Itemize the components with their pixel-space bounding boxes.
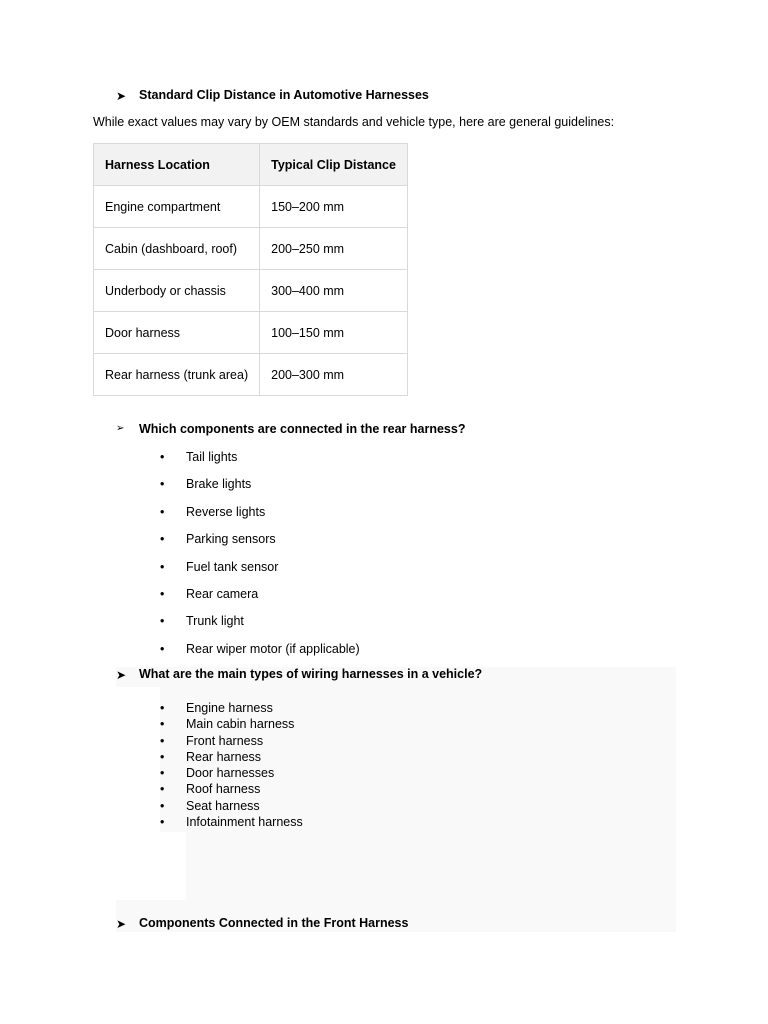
table-row bbox=[94, 186, 408, 228]
column-header: Typical Clip Distance bbox=[260, 144, 408, 186]
table-row bbox=[94, 312, 408, 354]
list-item: • Rear harness bbox=[160, 749, 303, 765]
list-item: • Tail lights bbox=[160, 449, 360, 476]
table-cell: 300–400 mm bbox=[260, 270, 408, 312]
list-item: • Reverse lights bbox=[160, 504, 360, 531]
column-header: Harness Location bbox=[94, 144, 260, 186]
arrowhead-bullet-icon: ➤ bbox=[116, 917, 127, 931]
section-heading-rear-harness: Which components are connected in the rear harness? bbox=[139, 422, 466, 436]
clip-distance-table bbox=[93, 143, 408, 396]
table-row bbox=[94, 354, 408, 396]
intro-paragraph: While exact values may vary by OEM standards and vehicle type, here are general guidelines: bbox=[93, 115, 615, 129]
table-cell: Cabin (dashboard, roof) bbox=[94, 228, 260, 270]
list-item: • Main cabin harness bbox=[160, 716, 303, 732]
list-item: • Engine harness bbox=[160, 700, 303, 716]
arrowhead-bullet-icon: ➢ bbox=[116, 423, 125, 434]
arrowhead-bullet-icon: ➤ bbox=[116, 89, 127, 103]
table-row bbox=[94, 270, 408, 312]
list-item: • Parking sensors bbox=[160, 531, 360, 558]
section-heading-front-harness: Components Connected in the Front Harness bbox=[139, 916, 409, 930]
table-cell: 100–150 mm bbox=[260, 312, 408, 354]
table-cell: 200–300 mm bbox=[260, 354, 408, 396]
section-heading-harness-types: What are the main types of wiring harnesses in a vehicle? bbox=[139, 667, 483, 681]
list-item: • Roof harness bbox=[160, 781, 303, 797]
table-header-row bbox=[94, 144, 408, 186]
table-row bbox=[94, 228, 408, 270]
table-cell: Engine compartment bbox=[94, 186, 260, 228]
list-item: • Rear wiper motor (if applicable) bbox=[160, 641, 360, 668]
list-item: • Seat harness bbox=[160, 798, 303, 814]
list-item: • Front harness bbox=[160, 733, 303, 749]
list-item: • Trunk light bbox=[160, 613, 360, 640]
harness-types-list bbox=[160, 700, 303, 830]
list-item: • Fuel tank sensor bbox=[160, 559, 360, 586]
list-item: • Rear camera bbox=[160, 586, 360, 613]
rear-harness-components-list bbox=[160, 449, 360, 668]
table-cell: 150–200 mm bbox=[260, 186, 408, 228]
arrowhead-bullet-icon: ➤ bbox=[116, 668, 127, 682]
table-cell: 200–250 mm bbox=[260, 228, 408, 270]
table-cell: Underbody or chassis bbox=[94, 270, 260, 312]
list-item: • Infotainment harness bbox=[160, 814, 303, 830]
table-cell: Rear harness (trunk area) bbox=[94, 354, 260, 396]
section-heading-clip-distance: Standard Clip Distance in Automotive Harnesses bbox=[139, 88, 429, 102]
list-item: • Door harnesses bbox=[160, 765, 303, 781]
table-cell: Door harness bbox=[94, 312, 260, 354]
list-item: • Brake lights bbox=[160, 476, 360, 503]
